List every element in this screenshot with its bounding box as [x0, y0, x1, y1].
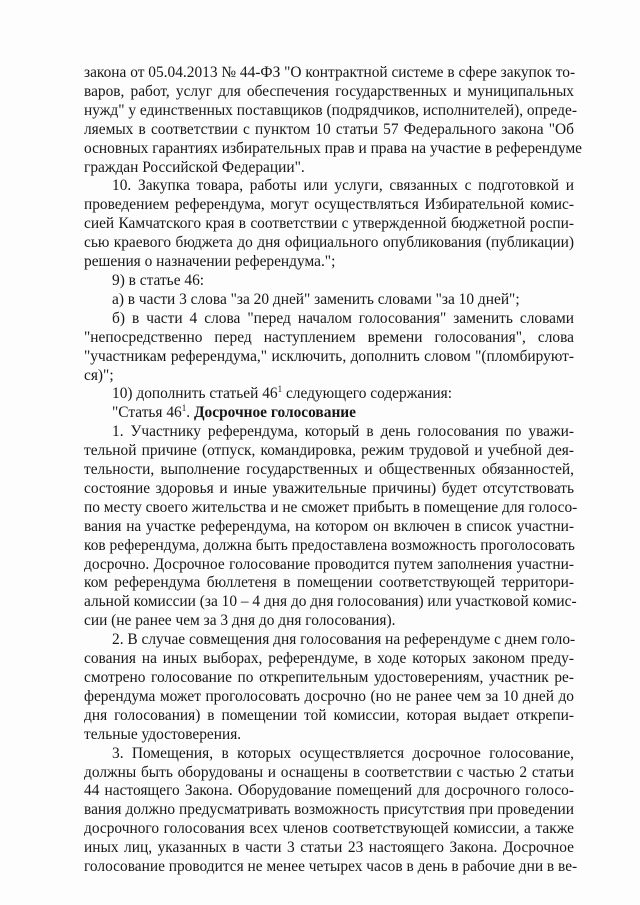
- text-line: иных лиц, указанных в части 3 статьи 23 настоящего Закона. Досрочное: [84, 839, 574, 857]
- paragraph-item-10: [84, 177, 574, 272]
- paragraph-article-46: [84, 272, 574, 291]
- text-line: по месту своего жительства и не сможет прибыть в помещение для голосо-: [84, 498, 578, 516]
- article-dot: .: [186, 404, 194, 422]
- text-line: смотрено голосование по открепительным удостоверениям, участник ре-: [84, 669, 574, 686]
- text-fragment: 10) дополнить статьей 46: [112, 385, 278, 403]
- text-line: состояние здоровья и иные уважительные причины) будет отсутствовать: [84, 479, 574, 497]
- paragraph-item-10-add-article: [84, 385, 574, 404]
- text-line: ся)";: [84, 366, 114, 384]
- text-line: [84, 404, 574, 423]
- text-line: сией Камчатского края в соответствии с утвержденной бюджетной роспи-: [84, 215, 574, 233]
- text-line: сования на иных выборах, референдуме, в ходе которых законом преду-: [84, 650, 574, 668]
- text-line: "непосредственно перед наступлением времени голосования", слова: [84, 328, 574, 346]
- text-line: закона от 05.04.2013 № 44-ФЗ "О контрактной системе в сфере закупок то-: [84, 64, 576, 81]
- text-line: [84, 385, 574, 404]
- text-line: проведением референдума, могут осуществляться Избирательной комис-: [84, 196, 574, 214]
- text-line: ляемых в соответствии с пунктом 10 статьи 57 Федерального закона "Об: [84, 120, 574, 138]
- text-line: 1. Участнику референдума, который в день голосования по уважи-: [112, 423, 574, 441]
- text-line: 44 настоящего Закона. Оборудование помещений для досрочного голосо-: [84, 782, 574, 800]
- document-body: [84, 64, 583, 877]
- text-line: должны быть оборудованы и оснащены в соответствии с частью 2 статьи: [84, 763, 574, 781]
- text-line: досрочно. Досрочное голосование проводится путем заполнения участни-: [84, 555, 574, 573]
- text-line: сью краевого бюджета до дня официального опубликования (публикации): [84, 234, 574, 252]
- article-heading: [84, 404, 574, 423]
- text-fragment: следующего содержания:: [282, 385, 452, 403]
- text-line: ком референдума бюллетеня в помещении соответствующей территори-: [84, 574, 574, 592]
- text-line: альной комиссии (за 10 – 4 дня до дня голосования) или участковой комис-: [84, 593, 577, 611]
- paragraph-part-3: [84, 744, 578, 877]
- text-line: "участникам референдума," исключить, дополнить словом "(пломбируют-: [84, 347, 574, 365]
- text-line: тельности, выполнение государственных и общественных обязанностей,: [84, 461, 574, 479]
- text-line: 9) в статье 46:: [112, 271, 205, 289]
- text-line: вания должно предусматривать возможность присутствия при проведении: [84, 801, 574, 819]
- text-line: ков референдума, должна быть предоставлена возможность проголосовать: [84, 536, 575, 554]
- paragraph-part-1: [84, 423, 578, 631]
- text-line: ферендума может проголосовать досрочно (но не ранее чем за 10 дней до: [84, 687, 574, 705]
- text-line: 2. В случае совмещения дня голосования на референдуме с днем голо-: [112, 631, 576, 649]
- superscript: 1: [181, 403, 187, 414]
- text-line: сии (не ранее чем за 3 дня до дня голосования).: [84, 612, 396, 630]
- paragraph-subitem-a: [84, 291, 574, 310]
- text-line: тельной причине (отпуск, командировка, режим трудовой и учебной дея-: [84, 442, 574, 460]
- paragraph-law-reference: [84, 64, 583, 177]
- text-line: б) в части 4 слова "перед началом голосования" заменить словами: [112, 309, 574, 327]
- paragraph-part-2: [84, 631, 574, 744]
- text-line: основных гарантиях избирательных прав и права на участие в референдуме: [84, 139, 583, 157]
- superscript: 1: [277, 384, 283, 395]
- paragraph-subitem-b: [84, 310, 574, 386]
- text-line: 10. Закупка товара, работы или услуги, связанных с подготовкой и: [112, 177, 574, 195]
- text-line: голосование проводится не менее четырех часов в день в рабочие дни в ве-: [84, 858, 578, 876]
- text-line: вания на участке референдума, на котором он включен в список участни-: [84, 517, 574, 535]
- text-line: граждан Российской Федерации".: [84, 158, 305, 176]
- text-line: тельные удостоверения.: [84, 725, 242, 743]
- text-line: досрочного голосования всех членов соответствующей комиссии, а также: [84, 820, 574, 838]
- text-line: решения о назначении референдума.";: [84, 253, 336, 271]
- text-line: дня голосования) в помещении той комиссии, которая выдает открепи-: [84, 706, 574, 724]
- article-title: Досрочное голосование: [193, 404, 357, 422]
- text-line: а) в части 3 слова "за 20 дней" заменить словами "за 10 дней";: [112, 290, 520, 308]
- article-number: "Статья 46: [112, 404, 182, 422]
- text-line: варов, работ, услуг для обеспечения государственных и муниципальных: [84, 82, 574, 100]
- text-line: 3. Помещения, в которых осуществляется досрочное голосование,: [112, 744, 574, 762]
- text-line: нужд" у единственных поставщиков (подрядчиков, исполнителей), опреде-: [84, 101, 577, 119]
